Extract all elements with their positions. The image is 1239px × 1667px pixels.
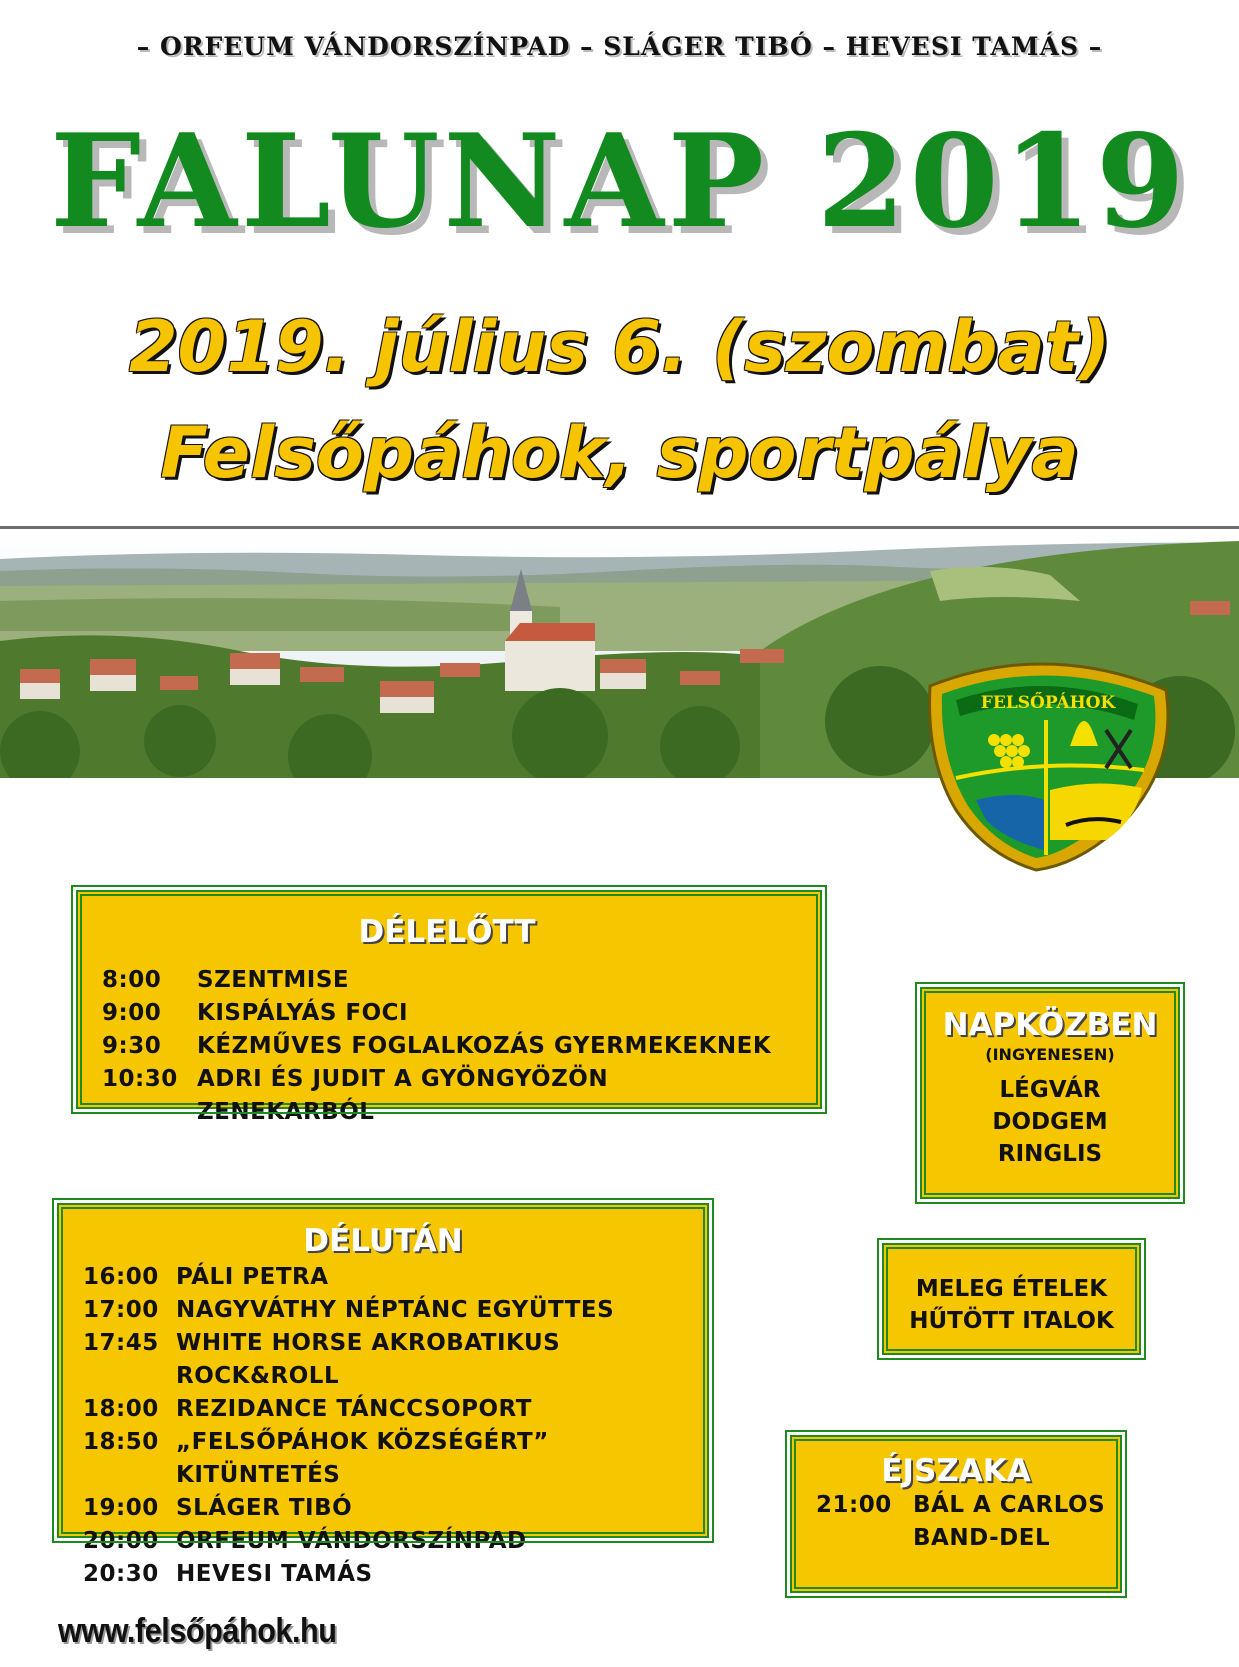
schedule-time: 19:00 (83, 1495, 159, 1521)
schedule-event: HEVESI TAMÁS (176, 1561, 373, 1587)
schedule-row (83, 1426, 683, 1492)
website-link[interactable]: www.felsőpáhok.hu (58, 1612, 337, 1650)
schedule-row (83, 1492, 683, 1525)
schedule-time: 16:00 (83, 1264, 159, 1290)
drinks-item: HŰTÖTT ITALOK (909, 1308, 1114, 1334)
schedule-event: BÁL A CARLOS (913, 1492, 1106, 1518)
schedule-time: 18:00 (83, 1396, 159, 1422)
schedule-event: WHITE HORSE AKROBATIKUS ROCK&ROLL (176, 1330, 561, 1389)
schedule-time: 18:50 (83, 1429, 159, 1455)
schedule-event: ORFEUM VÁNDORSZÍNPAD (176, 1528, 527, 1554)
schedule-row (83, 1558, 683, 1591)
daytime-box (920, 987, 1180, 1199)
schedule-row (102, 1030, 792, 1063)
schedule-row-continued (796, 1522, 1116, 1555)
afternoon-heading: DÉLUTÁN (303, 1223, 463, 1259)
schedule-event: „FELSŐPÁHOK KÖZSÉGÉRT” KITÜNTETÉS (176, 1429, 549, 1488)
schedule-time: 8:00 (102, 967, 162, 993)
schedule-row (102, 997, 792, 1030)
crest-text: FELSŐPÁHOK (980, 693, 1116, 713)
event-title: FALUNAP 2019 (50, 107, 1189, 257)
event-location: Felsőpáhok, sportpálya (160, 412, 1079, 494)
morning-heading: DÉLELŐTT (358, 914, 536, 950)
schedule-event: NAGYVÁTHY NÉPTÁNC EGYÜTTES (176, 1297, 615, 1323)
schedule-time: 17:00 (83, 1297, 159, 1323)
schedule-row (102, 1063, 792, 1129)
food-drinks-box (882, 1243, 1141, 1355)
daytime-item: DODGEM (992, 1109, 1108, 1135)
performers-line: – ORFEUM VÁNDORSZÍNPAD – SLÁGER TIBÓ – HEVESI TAMÁS – (136, 32, 1103, 61)
schedule-event: PÁLI PETRA (176, 1264, 329, 1290)
schedule-event: SZENTMISE (197, 967, 350, 993)
schedule-row (102, 964, 792, 997)
daytime-note: (INGYENESEN) (985, 1045, 1115, 1064)
schedule-time: 21:00 (816, 1492, 892, 1518)
schedule-time: 20:30 (83, 1561, 159, 1587)
schedule-row (796, 1489, 1116, 1522)
night-heading: ÉJSZAKA (881, 1453, 1031, 1489)
morning-schedule-box (76, 890, 822, 1125)
schedule-time: 9:30 (102, 1033, 162, 1059)
schedule-time: 17:45 (83, 1330, 159, 1356)
schedule-event: ADRI ÉS JUDIT A GYÖNGYÖZÖN ZENEKARBÓL (197, 1066, 609, 1125)
event-date: 2019. július 6. (szombat) (128, 306, 1111, 388)
schedule-time: 10:30 (102, 1066, 178, 1092)
schedule-row (83, 1261, 683, 1294)
night-box (790, 1435, 1122, 1593)
schedule-event: KISPÁLYÁS FOCI (197, 1000, 409, 1026)
schedule-event: KÉZMŰVES FOGLALKOZÁS GYERMEKEKNEK (197, 1033, 772, 1059)
schedule-row (83, 1294, 683, 1327)
schedule-time: 9:00 (102, 1000, 162, 1026)
schedule-row (83, 1525, 683, 1558)
schedule-time: 20:00 (83, 1528, 159, 1554)
food-item: MELEG ÉTELEK (915, 1276, 1108, 1302)
daytime-item: LÉGVÁR (999, 1077, 1101, 1103)
schedule-event: SLÁGER TIBÓ (176, 1495, 353, 1521)
schedule-event: BAND-DEL (913, 1525, 1051, 1551)
daytime-item: RINGLIS (997, 1141, 1103, 1167)
schedule-row (83, 1327, 683, 1393)
afternoon-schedule-box (57, 1203, 709, 1587)
village-crest (916, 650, 1178, 872)
divider-line (0, 526, 1239, 529)
schedule-event: REZIDANCE TÁNCCSOPORT (176, 1396, 532, 1422)
daytime-heading: NAPKÖZBEN (942, 1007, 1158, 1043)
schedule-row (83, 1393, 683, 1426)
